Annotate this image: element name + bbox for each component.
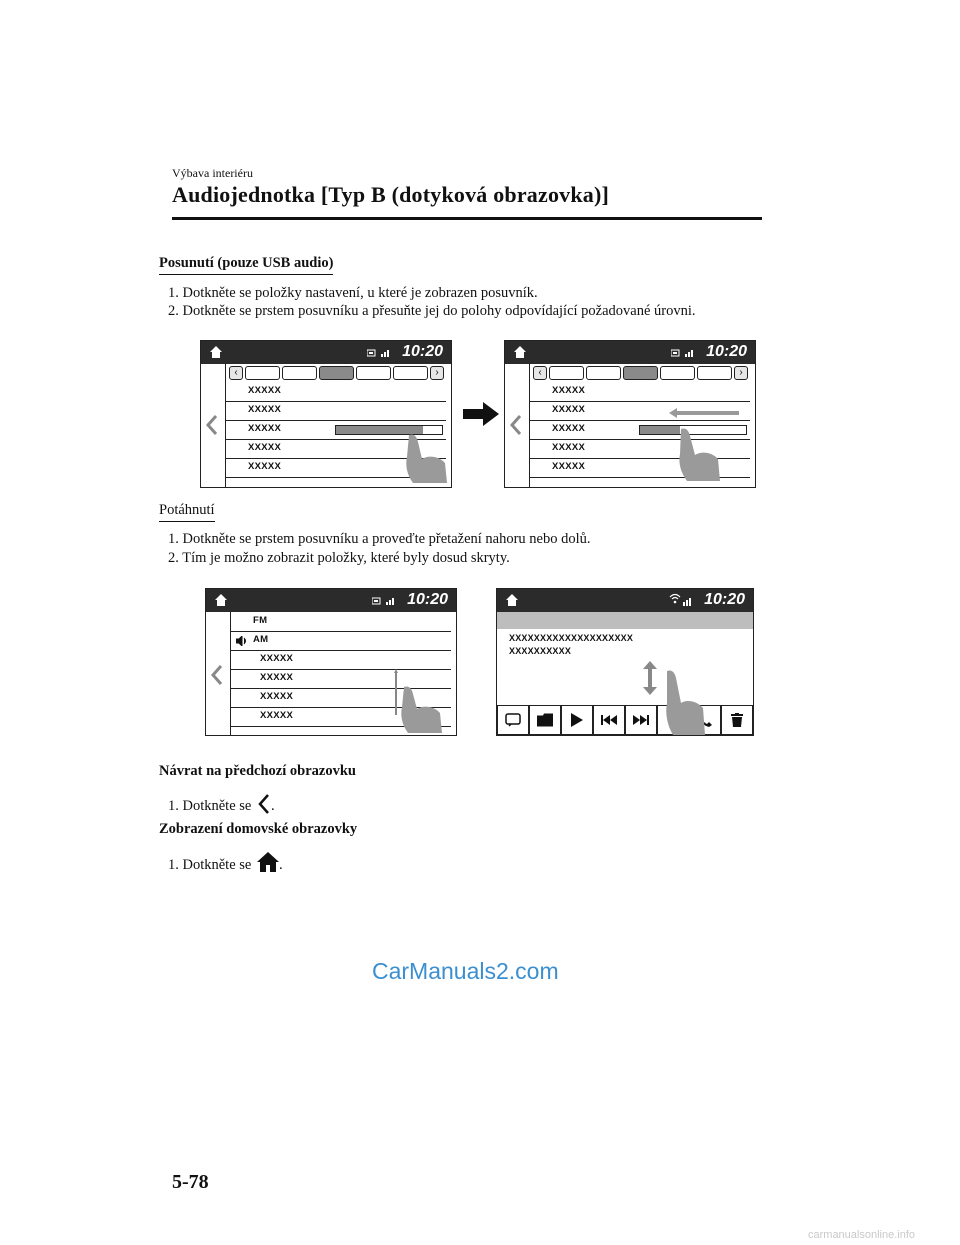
status-bar [206,589,456,612]
tab-bar [229,366,446,380]
left-column [201,364,226,487]
previous-icon [601,715,617,725]
status-bar [505,341,755,364]
delete-button[interactable] [721,705,753,735]
home-icon [513,345,527,359]
tab[interactable] [282,366,317,380]
next-button[interactable] [625,705,657,735]
watermark: CarManuals2.com [372,958,559,984]
list-item[interactable]: XXXXX [529,402,750,421]
battery-signal-icon [372,597,398,605]
section-kicker: Výbava interiéru [172,166,253,180]
list-item[interactable]: XXXXX [225,459,446,478]
back-chevron-icon[interactable] [509,414,523,436]
tab-prev[interactable]: ‹ [229,366,243,380]
play-button[interactable] [561,705,593,735]
track-bar [497,612,753,629]
previous-button[interactable] [593,705,625,735]
home-icon [209,345,223,359]
step-home: 1. Dotkněte se . [168,852,283,874]
list-item[interactable]: XXXXX [225,440,446,459]
finger-icon [675,427,723,483]
track-title: XXXXXXXXXXXXXXXXXXXX [509,633,634,643]
list-item[interactable]: XXXXX [230,708,451,727]
clock: 10:20 [704,591,745,608]
watermark-corner: carmanualsonline.info [808,1229,916,1241]
home-icon [257,852,279,872]
right-arrow-icon [463,402,499,426]
step-drag-1: 1. Dotkněte se prstem posuvníku a proveďte přetažení nahoru nebo dolů. [168,531,591,547]
list-item[interactable]: XXXXX [529,440,750,459]
title-rule [172,217,762,220]
wifi-signal-icon [669,592,695,606]
finger-icon [386,669,446,735]
next-icon [633,715,649,725]
tab[interactable] [697,366,732,380]
left-column [206,612,231,735]
list-item[interactable]: XXXXX [225,383,446,402]
screen-slider-before [200,340,452,488]
list-item[interactable]: XXXXX [529,421,750,440]
folder-button[interactable] [529,705,561,735]
status-bar [201,341,451,364]
list-item[interactable]: XXXXX [225,421,446,440]
left-arrow-icon [669,408,739,418]
left-column [505,364,530,487]
list-item[interactable]: XXXXX [230,651,451,670]
tab[interactable] [586,366,621,380]
tab-prev[interactable]: ‹ [533,366,547,380]
heading-back: Návrat na předchozí obrazovku [159,763,356,779]
battery-signal-icon [367,349,393,357]
list-item[interactable]: XXXXX [529,383,750,402]
media-controls [497,705,753,735]
list-item[interactable]: XXXXX [230,689,451,708]
status-bar [497,589,753,612]
clock: 10:20 [402,343,443,360]
screen-slider-after [504,340,756,488]
page-number: 5-78 [172,1171,209,1193]
screen-media-drag [496,588,754,736]
home-icon [214,593,228,607]
list-item[interactable]: XXXXX [230,670,451,689]
tab[interactable] [549,366,584,380]
list-item[interactable]: XXXXX [225,402,446,421]
updown-arrow-icon [643,661,657,695]
tab-next[interactable]: › [734,366,748,380]
tab-selected[interactable] [623,366,658,380]
heading-scroll: Posunutí (pouze USB audio) [159,255,333,275]
tab[interactable] [356,366,391,380]
list-item[interactable]: XXXXX [529,459,750,478]
battery-signal-icon [671,349,697,357]
phone-message-button[interactable] [497,705,529,735]
step-drag-2: 2. Tím je možno zobrazit položky, které byly dosud skryty. [168,550,510,566]
list-item-fm[interactable]: FM [230,613,451,632]
tab[interactable] [245,366,280,380]
home-icon [505,593,519,607]
tab[interactable] [393,366,428,380]
back-chevron-icon[interactable] [205,414,219,436]
list-item-am[interactable]: AM [230,632,451,651]
back-chevron-icon [257,793,271,815]
tab[interactable] [660,366,695,380]
step-scroll-1: 1. Dotkněte se položky nastavení, u které je zobrazen posuvník. [168,285,538,301]
clock: 10:20 [706,343,747,360]
tab-bar [533,366,750,380]
play-icon [571,713,583,727]
track-artist: XXXXXXXXXX [509,646,572,656]
heading-home: Zobrazení domovské obrazovky [159,821,358,837]
trash-icon [731,713,743,727]
finger-icon [401,433,449,485]
screen-list-drag [205,588,457,736]
page-title: Audiojednotka [Typ B (dotyková obrazovka)] [172,182,610,207]
back-chevron-icon[interactable] [210,664,224,686]
step-scroll-2: 2. Dotkněte se prstem posuvníku a přesuňte jej do polohy odpovídající požadované úrovni. [168,303,696,319]
tab-next[interactable]: › [430,366,444,380]
speaker-icon [236,636,248,646]
finger-icon [663,669,707,737]
phone-message-icon [505,713,521,727]
tab-selected[interactable] [319,366,354,380]
clock: 10:20 [407,591,448,608]
step-back: 1. Dotkněte se . [168,793,275,815]
folder-icon [537,714,553,727]
heading-drag: Potáhnutí [159,502,215,522]
